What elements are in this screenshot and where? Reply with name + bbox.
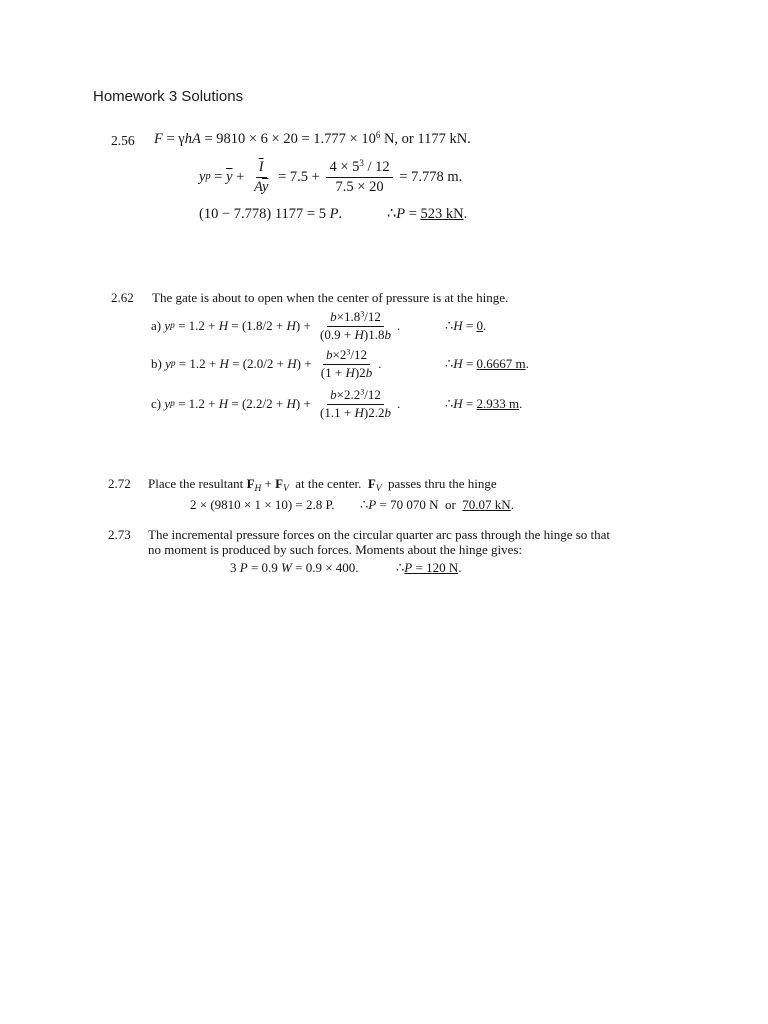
problem-number-2-73: 2.73	[108, 527, 131, 542]
equation-2-56-line3: (10 − 7.778) 1177 = 5 P.	[199, 206, 343, 222]
fraction-4x5cubed: $\frac{4 \times 5^3 / 12}{7.5 \times 20}$	[326, 159, 392, 195]
answer-2-72: ∴P = 70 070 N or 70.07 kN.	[360, 497, 514, 512]
part-b-result: ∴H = 0.6667 m.	[445, 356, 529, 371]
answer-2-56: ∴P = 523 kN.	[387, 206, 468, 222]
problem-2-73-line1: The incremental pressure forces on the circular quarter arc pass through the hinge so that	[148, 527, 611, 542]
fraction-I-over-Ay: $\frac{\overline{I}}{A\overline{y}}$	[253, 158, 269, 195]
page-title: Homework 3 Solutions	[93, 88, 244, 105]
part-c-equation: c) y p = 1.2 + H = (2.2/2 + H ) + $\frac{b\times 2.2^3/12}{(1.1 + H)2.2b}$ .	[151, 386, 401, 420]
problem-number-2-72: 2.72	[108, 476, 131, 491]
problem-2-72-line2: 2 × (9810 × 1 × 10) = 2.8 P.	[190, 497, 335, 512]
equation-2-56-line2: y p = $\overline{y}$ + $\frac{\overline{I}}{A\overline{y}}$ = 7.5 + $\frac{4 \times 5^3 / 12}{7.5 \times 20}$ = 7.778 m.	[199, 157, 463, 195]
var-F: F	[154, 131, 163, 147]
part-a-result: ∴H = 0.	[445, 318, 487, 333]
problem-2-62-intro: The gate is about to open when the center of pressure is at the hinge.	[152, 290, 509, 305]
problem-number-2-62: 2.62	[111, 290, 134, 305]
problem-2-73-line2: no moment is produced by such forces. Moments about the hinge gives:	[148, 542, 523, 557]
part-a-equation: a) y p = 1.2 + H = (1.8/2 + H ) + $\frac{b\times 1.8^3/12}{(0.9 + H)1.8b}$ .	[151, 308, 401, 342]
answer-2-73: ∴P = 120 N.	[396, 560, 462, 575]
problem-2-73-line3: 3 P = 0.9 W = 0.9 × 400.	[230, 560, 359, 575]
part-b-equation: b) y p = 1.2 + H = (2.0/2 + H ) + $\frac{b\times 2^3/12}{(1 + H)2b}$ .	[151, 346, 382, 380]
part-c-result: ∴H = 2.933 m.	[445, 396, 523, 411]
problem-2-72-line1: Place the resultant $F_H + F_V$ at the center. $F_V$ passes thru the hinge	[148, 476, 497, 494]
equation-2-56-line1: $F = \gamma hA = 9810 \times 6 \times 20 = 1.777 \times 10^6$ N, or 1177 kN.	[154, 130, 471, 147]
problem-number-2-56: 2.56	[111, 133, 135, 148]
